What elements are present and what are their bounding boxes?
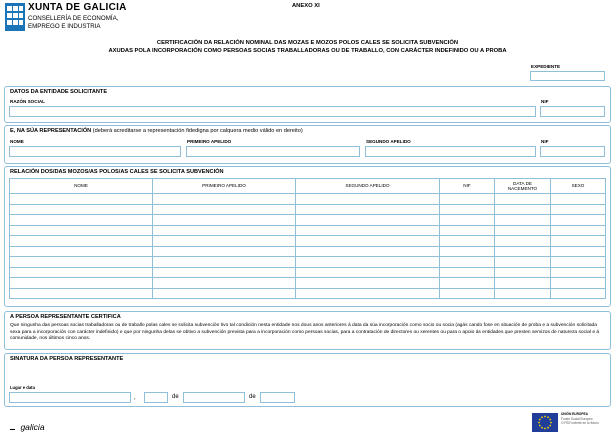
table-cell[interactable] bbox=[296, 204, 440, 215]
table-cell[interactable] bbox=[296, 236, 440, 247]
rep-segundo-apelido-label: SEGUNDO APELIDO bbox=[366, 139, 411, 144]
table-cell[interactable] bbox=[440, 204, 495, 215]
table-cell[interactable] bbox=[10, 225, 153, 236]
entity-section-title: DATOS DA ENTIDADE SOLICITANTE bbox=[10, 89, 108, 95]
table-cell[interactable] bbox=[440, 267, 495, 278]
table-row bbox=[10, 225, 606, 236]
table-cell[interactable] bbox=[440, 257, 495, 268]
table-cell[interactable] bbox=[10, 267, 153, 278]
table-cell[interactable] bbox=[10, 204, 153, 215]
table-cell[interactable] bbox=[551, 267, 606, 278]
col-header-primeiro-apelido: PRIMEIRO APELIDO bbox=[153, 179, 296, 194]
table-cell[interactable] bbox=[551, 257, 606, 268]
year-field[interactable] bbox=[260, 392, 295, 403]
rep-nif-label: NIF bbox=[541, 139, 549, 144]
eu-star-icon bbox=[547, 427, 549, 429]
table-cell[interactable] bbox=[153, 288, 296, 299]
table-cell[interactable] bbox=[440, 278, 495, 289]
table-cell[interactable] bbox=[440, 236, 495, 247]
eu-star-icon bbox=[539, 419, 541, 421]
galicia-logo-text: galicia bbox=[20, 422, 45, 432]
col-header-nif: NIF bbox=[440, 179, 495, 194]
table-cell[interactable] bbox=[440, 194, 495, 205]
table-cell[interactable] bbox=[551, 288, 606, 299]
table-cell[interactable] bbox=[440, 215, 495, 226]
table-row bbox=[10, 257, 606, 268]
table-cell[interactable] bbox=[10, 236, 153, 247]
eu-star-icon bbox=[550, 422, 552, 424]
table-row bbox=[10, 215, 606, 226]
table-cell[interactable] bbox=[296, 257, 440, 268]
eu-star-icon bbox=[549, 419, 551, 421]
table-cell[interactable] bbox=[551, 194, 606, 205]
representative-title-note: (deberá acreditarse a representación fidedigna por calquera medio válido en dereito) bbox=[92, 128, 303, 134]
table-cell[interactable] bbox=[10, 288, 153, 299]
relation-header-row bbox=[10, 179, 606, 194]
xunta-crest-icon bbox=[5, 3, 25, 31]
eu-line-1: UNIÓN EUROPEA bbox=[561, 412, 588, 416]
col-header-sexo: SEXO bbox=[551, 179, 606, 194]
table-cell[interactable] bbox=[440, 246, 495, 257]
table-cell[interactable] bbox=[296, 246, 440, 257]
table-cell[interactable] bbox=[551, 215, 606, 226]
table-row bbox=[10, 267, 606, 278]
form-subtitle: AXUDAS POLA INCORPORACIÓN COMO PERSOAS SOCIAS TRABALLADORAS OU DE TRABALLO, CON CARÁCTER INDEFINIDO OU A PROBA bbox=[108, 48, 507, 54]
table-cell[interactable] bbox=[495, 288, 551, 299]
eu-line-3: O FSE invierte en tu futuro bbox=[561, 421, 599, 425]
table-row bbox=[10, 236, 606, 247]
table-row bbox=[10, 278, 606, 289]
day-field[interactable] bbox=[144, 392, 168, 403]
entity-nif-field[interactable] bbox=[540, 106, 605, 117]
signature-section-title: SINATURA DA PERSOA REPRESENTANTE bbox=[10, 356, 124, 362]
galicia-logo-mark-icon bbox=[10, 429, 15, 430]
relation-section-title: RELACIÓN DOS/DAS MOZOS/AS POLOS/AS CALES SE SOLICITA SUBVENCIÓN bbox=[10, 169, 224, 175]
razon-social-label: RAZÓN SOCIAL bbox=[10, 99, 45, 104]
eu-star-icon bbox=[541, 416, 543, 418]
eu-star-icon bbox=[541, 427, 543, 429]
table-cell[interactable] bbox=[296, 194, 440, 205]
place-field[interactable] bbox=[9, 392, 131, 403]
table-cell[interactable] bbox=[153, 204, 296, 215]
eu-star-icon bbox=[539, 425, 541, 427]
place-date-label: Lugar e data bbox=[10, 385, 35, 390]
eu-star-icon bbox=[538, 422, 540, 424]
table-cell[interactable] bbox=[153, 215, 296, 226]
table-cell[interactable] bbox=[10, 257, 153, 268]
place-comma: , bbox=[134, 395, 136, 401]
department-line-2: EMPREGO E INDUSTRIA bbox=[28, 23, 101, 30]
de-separator-1: de bbox=[172, 394, 179, 400]
table-cell[interactable] bbox=[10, 246, 153, 257]
table-cell[interactable] bbox=[153, 236, 296, 247]
table-cell[interactable] bbox=[296, 215, 440, 226]
rep-segundo-apelido-field[interactable] bbox=[365, 146, 536, 157]
table-cell[interactable] bbox=[296, 225, 440, 236]
table-cell[interactable] bbox=[495, 215, 551, 226]
department-line-1: CONSELLERÍA DE ECONOMÍA, bbox=[28, 15, 119, 22]
form-title: CERTIFICACIÓN DA RELACIÓN NOMINAL DAS MOZAS E MOZOS POLOS CALES SE SOLICITA SUBVENCIÓN bbox=[156, 40, 459, 46]
table-cell[interactable] bbox=[153, 278, 296, 289]
eu-star-icon bbox=[547, 416, 549, 418]
month-field[interactable] bbox=[183, 392, 245, 403]
table-cell[interactable] bbox=[495, 246, 551, 257]
table-cell[interactable] bbox=[551, 246, 606, 257]
table-cell[interactable] bbox=[495, 194, 551, 205]
col-header-segundo-apelido: SEGUNDO APELIDO bbox=[296, 179, 440, 194]
table-row bbox=[10, 246, 606, 257]
table-cell[interactable] bbox=[440, 288, 495, 299]
certifies-section-title: A PERSOA REPRESENTANTE CERTIFICA bbox=[10, 314, 121, 320]
table-cell[interactable] bbox=[495, 225, 551, 236]
table-cell[interactable] bbox=[551, 236, 606, 247]
expediente-label: EXPEDIENTE bbox=[531, 64, 561, 69]
table-cell[interactable] bbox=[551, 204, 606, 215]
table-cell[interactable] bbox=[153, 246, 296, 257]
expediente-field[interactable] bbox=[530, 71, 605, 81]
eu-star-icon bbox=[544, 416, 546, 418]
rep-nif-field[interactable] bbox=[540, 146, 605, 157]
representative-section-title bbox=[10, 129, 303, 135]
table-cell[interactable] bbox=[495, 267, 551, 278]
galicia-footer-logo bbox=[10, 417, 45, 435]
table-cell[interactable] bbox=[440, 225, 495, 236]
table-cell[interactable] bbox=[296, 267, 440, 278]
table-cell[interactable] bbox=[495, 236, 551, 247]
entity-nif-label: NIF bbox=[541, 99, 549, 104]
table-cell[interactable] bbox=[495, 257, 551, 268]
table-cell[interactable] bbox=[10, 278, 153, 289]
table-cell[interactable] bbox=[495, 278, 551, 289]
rep-nome-field[interactable] bbox=[9, 146, 181, 157]
razon-social-field[interactable] bbox=[9, 106, 536, 117]
rep-primeiro-apelido-label: PRIMEIRO APELIDO bbox=[187, 139, 232, 144]
relation-table bbox=[9, 178, 606, 299]
table-cell[interactable] bbox=[551, 278, 606, 289]
eu-flag-icon bbox=[532, 413, 558, 432]
table-cell[interactable] bbox=[153, 194, 296, 205]
table-row bbox=[10, 204, 606, 215]
table-row bbox=[10, 194, 606, 205]
table-cell[interactable] bbox=[551, 225, 606, 236]
col-header-data-nacemento: DATA DE NACEMENTO bbox=[495, 179, 551, 194]
table-cell[interactable] bbox=[10, 194, 153, 205]
table-cell[interactable] bbox=[153, 225, 296, 236]
table-cell[interactable] bbox=[296, 278, 440, 289]
table-cell[interactable] bbox=[495, 204, 551, 215]
de-separator-2: de bbox=[249, 394, 256, 400]
logo-name: XUNTA DE GALICIA bbox=[28, 2, 127, 13]
table-cell[interactable] bbox=[10, 215, 153, 226]
xunta-logo bbox=[5, 3, 25, 31]
col-header-nome: NOME bbox=[10, 179, 153, 194]
annex-label: ANEXO XI bbox=[292, 3, 320, 9]
table-cell[interactable] bbox=[296, 288, 440, 299]
table-cell[interactable] bbox=[153, 257, 296, 268]
rep-nome-label: NOME bbox=[10, 139, 24, 144]
eu-star-icon bbox=[544, 428, 546, 430]
representative-title: E, NA SÚA REPRESENTACIÓN bbox=[10, 128, 92, 134]
rep-primeiro-apelido-field[interactable] bbox=[186, 146, 360, 157]
eu-star-icon bbox=[549, 425, 551, 427]
certifies-text: Que ningunha das persoas socias traballadoras ou de traballo polas cales se solicita subvención tivo tal condición nesta entidade nos dous anos anteriores á data da súa incorporación como socio ou socia (agás cando fose en situación de proba e a subvención solicitada sexa para a incorporación con carácter indefinido) e que por ningunha delas se obtivo a subvención prevista para a incorporación como persoas socias, para a contratación de directores ou xerentes ou para o apoio ás entidades que presten servizos de natureza social e á comunidade, nos últimos cinco anos. bbox=[10, 323, 600, 341]
table-cell[interactable] bbox=[153, 267, 296, 278]
table-row bbox=[10, 288, 606, 299]
eu-line-2: Fondo Social Europeo bbox=[561, 417, 593, 421]
